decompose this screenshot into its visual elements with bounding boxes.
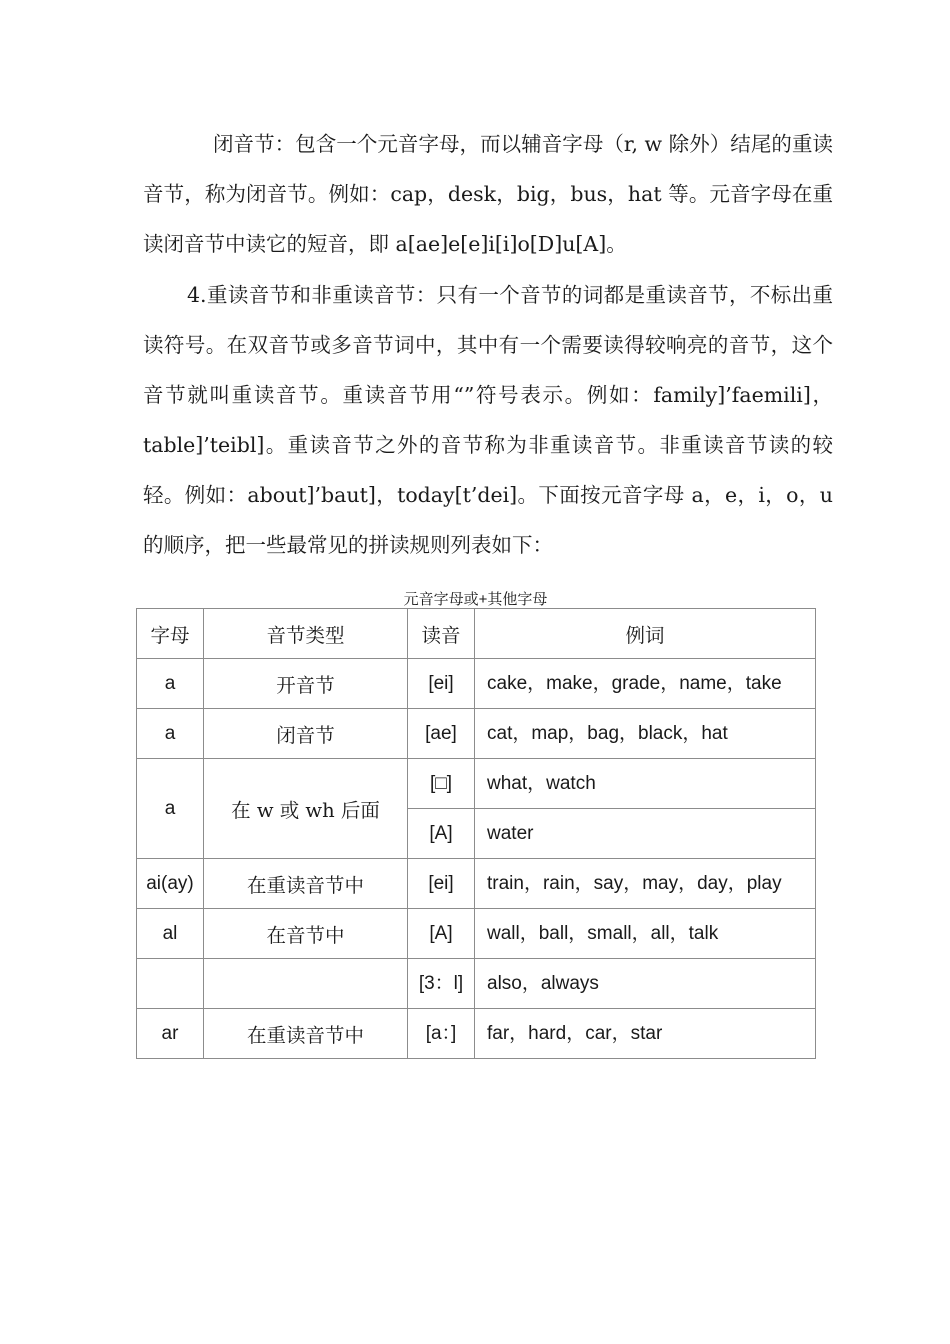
cell-syllable-type: 在 w 或 wh 后面 [204, 759, 408, 859]
cell-examples: cat，map，bag，black，hat [475, 709, 816, 759]
cell-letter: ai(ay) [137, 859, 204, 909]
cell-examples: wall，ball，small，all，talk [475, 909, 816, 959]
cell-examples: also，always [475, 959, 816, 1009]
cell-pronunciation: [A] [408, 909, 475, 959]
cell-letter: a [137, 709, 204, 759]
paragraph-stressed-syllable: 4.重读音节和非重读音节：只有一个音节的词都是重读音节，不标出重读符号。在双音节或多音节词中，其中有一个需要读得较响亮的音节，这个音节就叫重读音节。重读音节用“”符号表示。例如：family]’faemili]，table]’teibl]。重读音节之外的音节称为非重读音节。非重读音节读的较轻。例如：about]’baut]，today[t’dei]。下面按元音字母 a，e，i，o，u 的顺序，把一些最常见的拼读规则列表如下： [143, 283, 833, 557]
cell-syllable-type [204, 959, 408, 1009]
spelling-rules-table [136, 608, 816, 1059]
cell-letter: ar [137, 1009, 204, 1059]
table-row [137, 1009, 816, 1059]
cell-examples: cake，make，grade，name，take [475, 659, 816, 709]
table-row [137, 759, 816, 809]
cell-letter [137, 959, 204, 1009]
cell-letter: a [137, 659, 204, 709]
table-header-row [137, 609, 816, 659]
header-examples: 例词 [475, 609, 816, 659]
table-row [137, 909, 816, 959]
table-caption: 元音字母或+其他字母 [403, 591, 548, 608]
cell-examples: water [475, 809, 816, 859]
paragraph-closed-syllable: 闭音节：包含一个元音字母，而以辅音字母（r, w 除外）结尾的重读音节，称为闭音节。例如：cap，desk，big，bus，hat 等。元音字母在重读闭音节中读它的短音，即 a[ae]e[e]i[i]o[D]u[A]。 [143, 132, 833, 256]
cell-letter: al [137, 909, 204, 959]
cell-examples: train，rain，say，may，day，play [475, 859, 816, 909]
cell-syllable-type: 开音节 [204, 659, 408, 709]
header-syllable-type: 音节类型 [204, 609, 408, 659]
cell-pronunciation: [3：l] [408, 959, 475, 1009]
cell-examples: far，hard，car，star [475, 1009, 816, 1059]
table-row [137, 659, 816, 709]
cell-letter: a [137, 759, 204, 859]
table-row [137, 859, 816, 909]
cell-syllable-type: 在重读音节中 [204, 859, 408, 909]
table-row [137, 959, 816, 1009]
cell-pronunciation: [ae] [408, 709, 475, 759]
cell-pronunciation: [a：] [408, 1009, 475, 1059]
cell-syllable-type: 在重读音节中 [204, 1009, 408, 1059]
cell-pronunciation: [□] [408, 759, 475, 809]
cell-pronunciation: [ei] [408, 659, 475, 709]
table-row [137, 709, 816, 759]
cell-examples: what，watch [475, 759, 816, 809]
cell-syllable-type: 闭音节 [204, 709, 408, 759]
cell-pronunciation: [ei] [408, 859, 475, 909]
header-pronunciation: 读音 [408, 609, 475, 659]
header-letter: 字母 [137, 609, 204, 659]
cell-pronunciation: [A] [408, 809, 475, 859]
cell-syllable-type: 在音节中 [204, 909, 408, 959]
